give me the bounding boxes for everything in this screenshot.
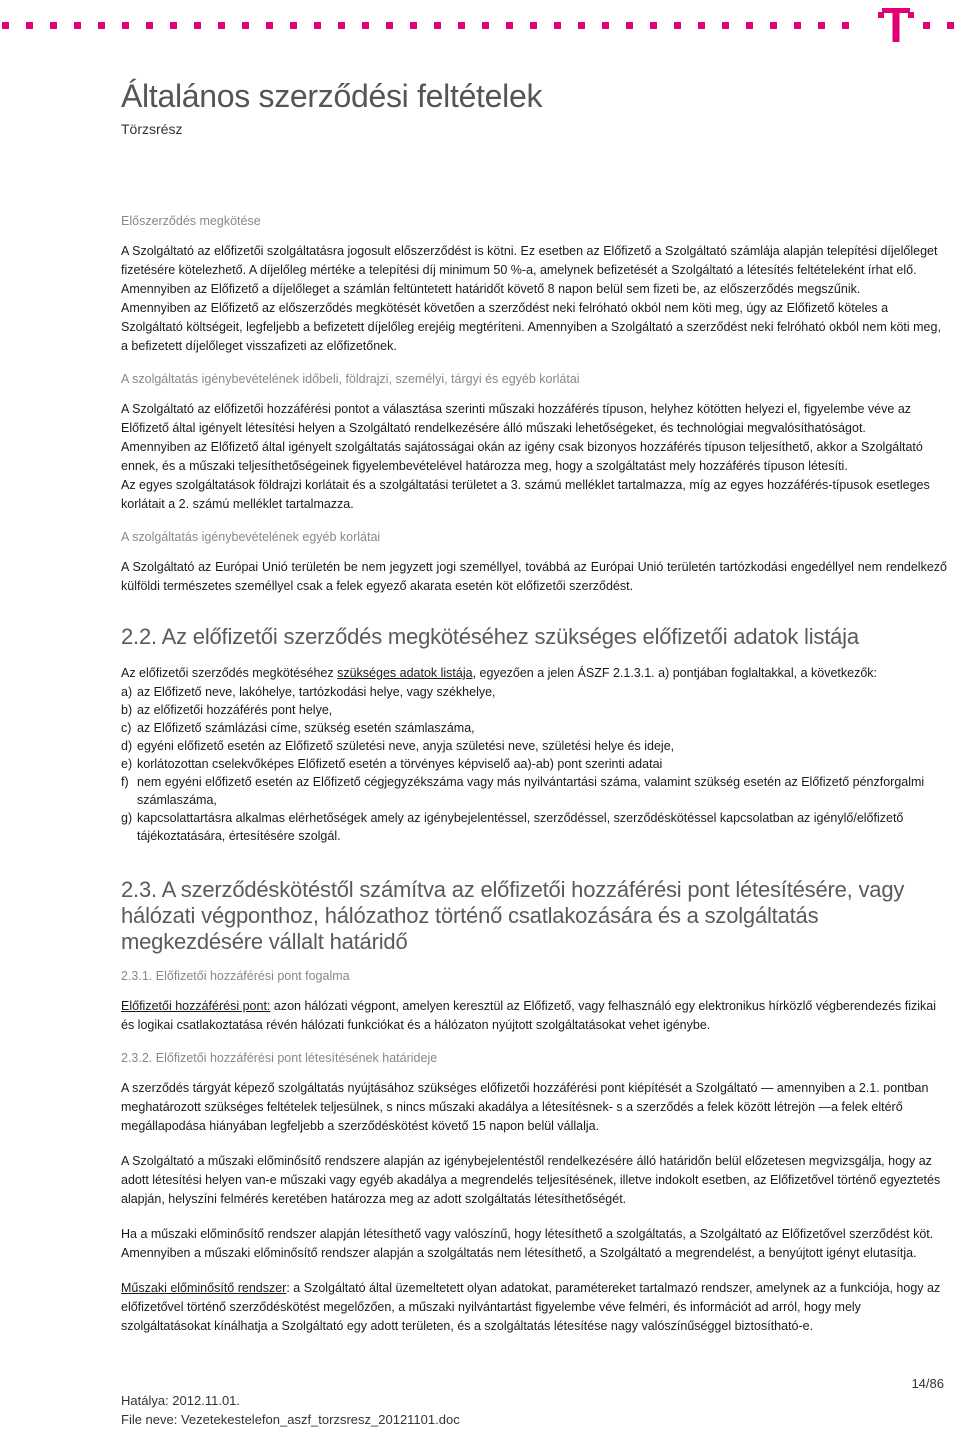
section-heading-eloszerzodes: Előszerződés megkötése — [121, 214, 261, 228]
paragraph: A Szolgáltató az Európai Unió területén be nem jegyzett jogi személlyel, továbbá az Európai Unió területén tartózkodási engedéllyel nem rendelkező külföldi természetes személlyel csak a felek egyező akarata esetén köt előfizetői szerződést. — [121, 560, 947, 593]
header-dot — [818, 22, 825, 29]
underlined-term: Előfizetői hozzáférési pont: — [121, 999, 271, 1013]
header-dot — [122, 22, 129, 29]
header-dot — [602, 22, 609, 29]
header-dot — [434, 22, 441, 29]
document-body — [121, 214, 947, 1336]
header-dot — [578, 22, 585, 29]
header-dot — [50, 22, 57, 29]
header-dot — [194, 22, 201, 29]
header-dot — [506, 22, 513, 29]
header-dot — [626, 22, 633, 29]
list-item: b) az előfizetői hozzáférés pont helye, — [121, 703, 333, 717]
underlined-term: szükséges adatok listája — [337, 666, 473, 680]
paragraph-intro: Az előfizetői szerződés megkötéséhez szükséges adatok listája, egyezően a jelen ÁSZF 2.1.3.1. a) pontjában foglaltakkal, a következők: — [121, 666, 878, 680]
heading-2-2: 2.2. Az előfizetői szerződés megkötéséhez szükséges előfizetői adatok listája — [121, 624, 859, 649]
header-dot — [98, 22, 105, 29]
header-dot — [698, 22, 705, 29]
header-dot — [290, 22, 297, 29]
header-dot — [482, 22, 489, 29]
page-title: Általános szerződési feltételek — [121, 78, 543, 114]
paragraph: Ha a műszaki előminősítő rendszer alapján létesíthető vagy valószínű, hogy létesíthető a szolgáltatás, a Szolgáltató az Előfizetővel szerződést köt. Amennyiben a műszaki előminősítő rendszer alapján a szolgáltatás nem létesíthető, a Szolgáltató a megrendelést, a benyújtott igényt elutasítja. — [121, 1227, 934, 1260]
paragraph: Az egyes szolgáltatások földrajzi korlátait és a szolgáltatási területet a 3. számú melléklet tartalmazza, míg az egyes hozzáférés-típusok esetleges korlátait a 2. számú melléklet tartalmazza. — [121, 478, 930, 511]
header-dot — [26, 22, 33, 29]
underlined-term: Műszaki előminősítő rendszer — [121, 1281, 287, 1295]
paragraph: Előfizetői hozzáférési pont: azon hálózati végpont, amelyen keresztül az Előfizető, vagy felhasználó egy elektronikus hírközlő végberendezés fizikai és logikai csatlakoztatása révén hálózati funkciókat és a hálózaton nyújtott szolgáltatásokat vehet igénybe. — [121, 999, 937, 1032]
paragraph: Amennyiben az Előfizető az előszerződés megkötését követően a szerződést neki felróható okból nem köti meg, úgy az Előfizető köteles a Szolgáltató költségeit, legfeljebb a befizetett díjelőleg erejéig megtéríteni. Amennyiben a Szolgáltató a szerződést neki felróható okból nem köti meg, a befizetett díjelőleget visszafizeti az előfizetőnek. — [121, 301, 941, 353]
header-dot — [530, 22, 537, 29]
header-dot — [458, 22, 465, 29]
header-dot — [338, 22, 345, 29]
header-dot — [170, 22, 177, 29]
header-dot — [386, 22, 393, 29]
paragraph: Műszaki előminősítő rendszer: a Szolgáltató által üzemeltetett olyan adatokat, paramétereket tartalmazó rendszer, amelynek az a funkciója, hogy az előfizetővel történő szerződéskötést megelőzően, a műszaki nyilvántartást figyelembe véve felméri, és információt ad arról, hogy mely szolgáltatásokat kínálhatja a Szolgáltató egy adott területen, és a szolgáltatás létesítése nagy valószínűséggel biztosítható-e. — [121, 1281, 941, 1333]
subheading-2-3-2: 2.3.2. Előfizetői hozzáférési pont létesítésének határideje — [121, 1051, 438, 1065]
list-item: d) egyéni előfizető esetén az Előfizető születési neve, anyja születési neve, születési helye és ideje, — [121, 739, 675, 753]
header-dot — [266, 22, 273, 29]
header-dot — [242, 22, 249, 29]
list-item: g) kapcsolattartásra alkalmas elérhetőségek amely az igénybejelentéssel, szerződéssel, szerződéskötéssel kapcsolatban az igénylő/előfizető tájékoztatására, értesítésére szolgál. — [121, 811, 904, 843]
paragraph: Amennyiben az Előfizető által igényelt szolgáltatás sajátosságai okán az igény csak bizonyos hozzáférés típuson teljesíthető, akkor a Szolgáltató ennek, és a műszaki teljesíthetőségeinek figyelembevételével határozza meg, hogy a szolgáltatást mely hozzáférés típuson létesíti. — [121, 440, 923, 473]
header-dot — [74, 22, 81, 29]
subheading-2-3-1: 2.3.1. Előfizetői hozzáférési pont fogalma — [121, 969, 350, 983]
list-item: c) az Előfizető számlázási címe, szükség esetén számlaszáma, — [121, 721, 475, 735]
page-subtitle: Törzsrész — [121, 121, 183, 137]
header-dot — [770, 22, 777, 29]
header-dot — [314, 22, 321, 29]
header-dot — [842, 22, 849, 29]
header-dot — [794, 22, 801, 29]
paragraph: A Szolgáltató az előfizetői hozzáférési pontot a választása szerinti műszaki hozzáférés típuson, helyhez kötötten helyezi el, figyelembe véve az Előfizető által igényelt létesítési helyen a Szolgáltató rendelkezésére álló műszaki lehetőségeket, és technológiai megvalósíthatóságot. — [121, 402, 912, 435]
header-dot-row-right — [923, 22, 954, 29]
header-dot — [2, 22, 9, 29]
header-dot — [650, 22, 657, 29]
header-dot — [410, 22, 417, 29]
header-dot — [722, 22, 729, 29]
header-dot — [218, 22, 225, 29]
header-dot — [146, 22, 153, 29]
header-dot — [554, 22, 561, 29]
data-list — [121, 683, 947, 845]
effective-date: Hatálya: 2012.11.01. — [121, 1393, 241, 1408]
list-item: f) nem egyéni előfizető esetén az Előfizető cégjegyzékszáma vagy más nyilvántartási száma, valamint szükség esetén az Előfizető pénzforgalmi számlaszáma, — [121, 775, 925, 807]
telekom-t-logo-icon — [878, 8, 914, 42]
paragraph: A Szolgáltató az előfizetői szolgáltatásra jogosult előszerződést is kötni. Ez esetben az Előfizető a Szolgáltató számlája alapján telepítési díjelőleget fizetésére kötelezhető. A díjelőleg mértéke a telepítési díj minimum 50 %-a, amelynek befizetését a Szolgáltató a létesítés feltételeként írhat elő. Amennyiben az Előfizető a díjelőleget a számlán feltüntetett határidőt követő 8 napon belül sem fizeti be, az előszerződés megszűnik. — [121, 244, 938, 296]
list-item: e) korlátozottan cselekvőképes Előfizető esetén a törvényes képviselő aa)-ab) pont szerinti adatai — [121, 757, 663, 771]
section-heading-korlatok: A szolgáltatás igénybevételének időbeli, földrajzi, személyi, tárgyi és egyéb korlátai — [121, 372, 580, 386]
page-number: 14/86 — [911, 1376, 944, 1391]
header-dot — [362, 22, 369, 29]
header-dot — [674, 22, 681, 29]
paragraph: A Szolgáltató a műszaki előminősítő rendszere alapján az igénybejelentéstől rendelkezésére álló határidőn belül előzetesen megvizsgálja, hogy az adott létesítési helyen van-e műszaki vagy egyéb akadálya a megrendelés teljesítésének, illetve indokolt esetben, az Előfizetővel történő egyeztetés alapján, helyszíni felmérés keretében határozza meg az adott szolgáltatás létesíthetőségét. — [121, 1154, 941, 1206]
section-heading-egyeb-korlatok: A szolgáltatás igénybevételének egyéb korlátai — [121, 530, 381, 544]
file-name: File neve: Vezetekestelefon_aszf_torzsresz_20121101.doc — [121, 1412, 460, 1427]
heading-2-3: 2.3. A szerződéskötéstől számítva az előfizetői hozzáférési pont létesítésére, vagy hálózati végponthoz, hálózathoz történő csatlakozására és a szolgáltatás megkezdésére vállalt határidő — [121, 877, 905, 954]
paragraph: A szerződés tárgyát képező szolgáltatás nyújtásához szükséges előfizetői hozzáférési pont kiépítését a Szolgáltató — amennyiben a 2.1. pontban meghatározott szükséges feltételek teljesülnek, s nincs műszaki akadálya a létesítésnek- s a szerződés a felek között létrejön —a felek eltérő megállapodása hiányában legfeljebb a szerződéskötést követő 15 napon belül vállalja. — [121, 1081, 929, 1133]
header-dot-row — [0, 22, 870, 32]
list-item: a) az Előfizető neve, lakóhelye, tartózkodási helye, vagy székhelye, — [121, 685, 496, 699]
header-dot — [746, 22, 753, 29]
